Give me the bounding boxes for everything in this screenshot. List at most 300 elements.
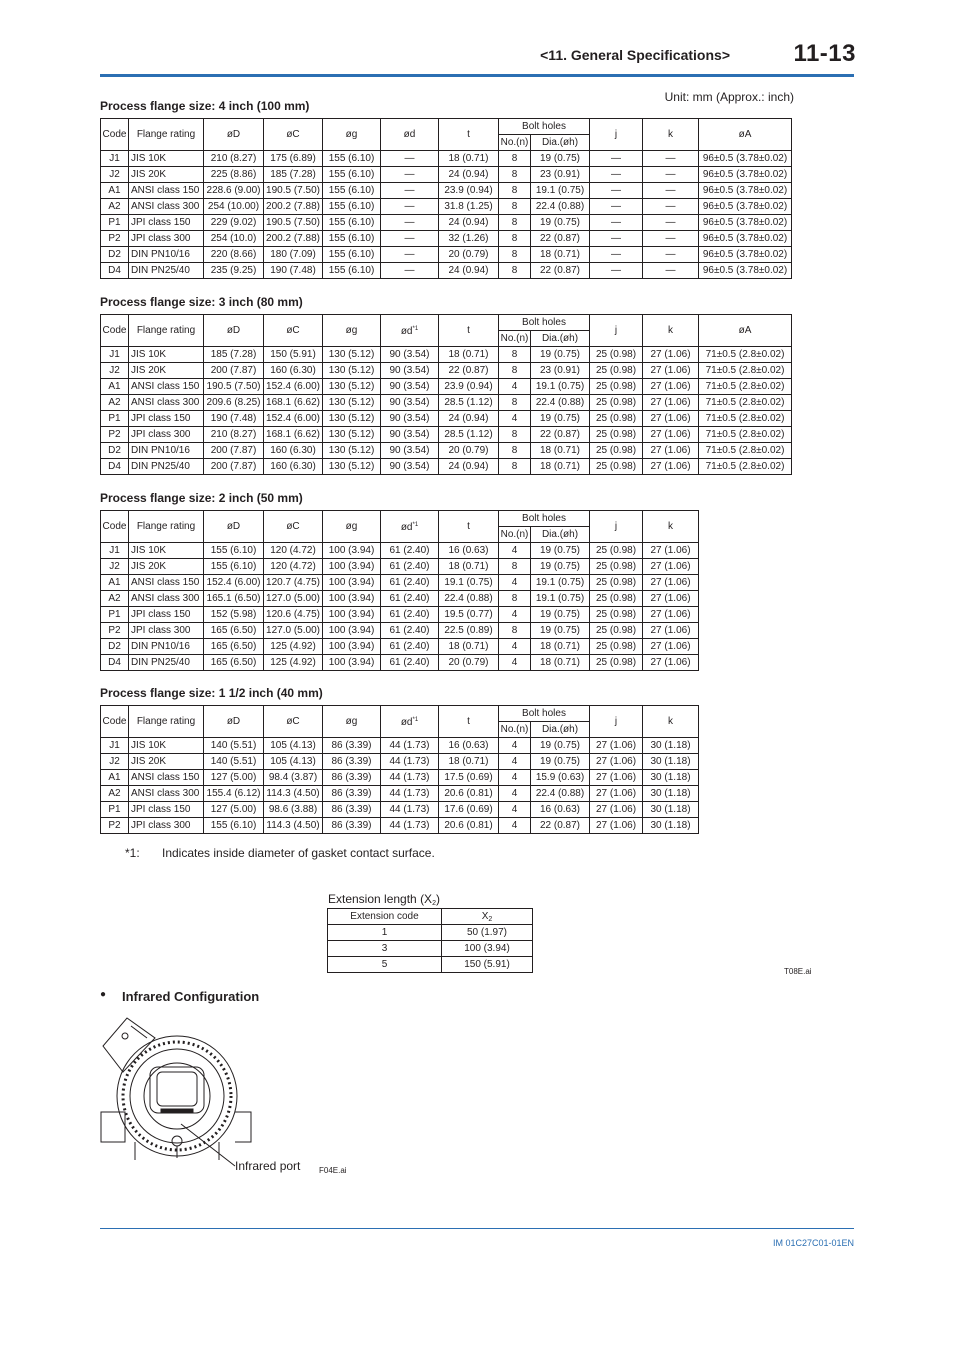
col-bolt-dia: Dia.(øh) — [531, 722, 590, 738]
table-cell: 25 (0.98) — [590, 443, 643, 459]
table-cell: 160 (6.30) — [264, 363, 323, 379]
table-cell: 165 (6.50) — [204, 623, 264, 639]
infrared-port-drawing — [95, 1012, 355, 1182]
table-cell: — — [381, 247, 439, 263]
table-cell: 96±0.5 (3.78±0.02) — [699, 263, 792, 279]
table-cell: — — [643, 199, 699, 215]
table-cell: 100 (3.94) — [323, 607, 381, 623]
col-bolt-dia: Dia.(øh) — [531, 135, 590, 151]
table-cell: 229 (9.02) — [204, 215, 264, 231]
table-cell: P1 — [101, 802, 129, 818]
table-cell: 25 (0.98) — [590, 607, 643, 623]
table-cell: 22.4 (0.88) — [439, 591, 499, 607]
footnote — [125, 846, 435, 860]
table-cell: 25 (0.98) — [590, 363, 643, 379]
col-odi: $ød^{*1}$ — [381, 511, 439, 543]
table-cell: JPI class 300 — [129, 623, 204, 639]
bullet-icon: ● — [100, 989, 107, 1000]
col-oc: øC — [264, 706, 323, 738]
col-og: øg — [323, 315, 381, 347]
figure-tag: F04E.ai — [319, 1166, 347, 1175]
table-cell: 1 — [328, 925, 442, 941]
table-cell: 27 (1.06) — [590, 818, 643, 834]
table-cell: ANSI class 300 — [129, 786, 204, 802]
table-cell: 8 — [499, 443, 531, 459]
extension-caption: Extension length $(X_2)$ — [328, 892, 440, 907]
table-cell: — — [643, 151, 699, 167]
table-cell: 22 (0.87) — [531, 427, 590, 443]
table-cell: A2 — [101, 786, 129, 802]
table-cell: 96±0.5 (3.78±0.02) — [699, 151, 792, 167]
table-cell: 30 (1.18) — [643, 754, 699, 770]
col-oc: øC — [264, 315, 323, 347]
table-cell: 120.6 (4.75) — [264, 607, 323, 623]
table-cell: A2 — [101, 199, 129, 215]
table-cell: 19 (0.75) — [531, 607, 590, 623]
table-row — [328, 957, 533, 973]
table-cell: D2 — [101, 443, 129, 459]
table-cell: 30 (1.18) — [643, 770, 699, 786]
col-t: t — [439, 511, 499, 543]
table-cell: 25 (0.98) — [590, 623, 643, 639]
col-j: j — [590, 315, 643, 347]
table-cell: 90 (3.54) — [381, 427, 439, 443]
col-odi: ød — [381, 119, 439, 151]
table-cell: 98.6 (3.88) — [264, 802, 323, 818]
table-cell: P1 — [101, 607, 129, 623]
table-row — [101, 199, 792, 215]
table-cell: 155 (6.10) — [204, 818, 264, 834]
table-cell: 22.5 (0.89) — [439, 623, 499, 639]
table-cell: 27 (1.06) — [643, 623, 699, 639]
table-cell: 20.6 (0.81) — [439, 818, 499, 834]
table-cell: 61 (2.40) — [381, 655, 439, 671]
table-title-2inch: Process flange size: 2 inch (50 mm) — [100, 491, 303, 505]
table-cell: P1 — [101, 215, 129, 231]
table-cell: JIS 20K — [129, 363, 204, 379]
table-row — [101, 639, 699, 655]
col-bolt-no: No.(n) — [499, 722, 531, 738]
table-cell: — — [590, 199, 643, 215]
table-cell: P1 — [101, 411, 129, 427]
table-cell: 22.4 (0.88) — [531, 786, 590, 802]
table-cell: 4 — [499, 575, 531, 591]
flange-table-2inch — [100, 510, 699, 671]
table-cell: 18 (0.71) — [439, 559, 499, 575]
table-cell: 5 — [328, 957, 442, 973]
table-cell: 4 — [499, 607, 531, 623]
table-cell: 86 (3.39) — [323, 786, 381, 802]
table-cell: 125 (4.92) — [264, 655, 323, 671]
page-number: 11-13 — [793, 40, 856, 67]
table-cell: 8 — [499, 215, 531, 231]
table-cell: 152.4 (6.00) — [264, 411, 323, 427]
col-bolt-no: No.(n) — [499, 331, 531, 347]
table-cell: 225 (8.86) — [204, 167, 264, 183]
table-cell: 61 (2.40) — [381, 543, 439, 559]
table-cell: J1 — [101, 543, 129, 559]
table-cell: J2 — [101, 754, 129, 770]
table-cell: 125 (4.92) — [264, 639, 323, 655]
table-cell: 44 (1.73) — [381, 770, 439, 786]
table-cell: 71±0.5 (2.8±0.02) — [699, 379, 792, 395]
table-cell: 25 (0.98) — [590, 655, 643, 671]
table-cell: 25 (0.98) — [590, 411, 643, 427]
table-cell: JIS 10K — [129, 347, 204, 363]
table-row — [101, 738, 699, 754]
table-cell: 105 (4.13) — [264, 754, 323, 770]
table-cell: ANSI class 300 — [129, 199, 204, 215]
col-bolt-holes: Bolt holes — [499, 706, 590, 722]
table-cell: 165 (6.50) — [204, 639, 264, 655]
table-cell: — — [643, 183, 699, 199]
table-cell: 27 (1.06) — [643, 459, 699, 475]
table-row — [101, 818, 699, 834]
table-cell: 28.5 (1.12) — [439, 395, 499, 411]
table-cell: 27 (1.06) — [643, 411, 699, 427]
table-cell: 71±0.5 (2.8±0.02) — [699, 395, 792, 411]
table-cell: 130 (5.12) — [323, 363, 381, 379]
table-cell: 254 (10.00) — [204, 199, 264, 215]
table-cell: 19 (0.75) — [531, 738, 590, 754]
col-og: øg — [323, 511, 381, 543]
table-cell: JPI class 150 — [129, 607, 204, 623]
table-cell: 100 (3.94) — [323, 559, 381, 575]
table-cell: 90 (3.54) — [381, 443, 439, 459]
table-cell: 19 (0.75) — [531, 623, 590, 639]
table-cell: 155 (6.10) — [323, 199, 381, 215]
table-cell: — — [381, 183, 439, 199]
table-cell: 31.8 (1.25) — [439, 199, 499, 215]
table-cell: 120 (4.72) — [264, 543, 323, 559]
table-cell: 165.1 (6.50) — [204, 591, 264, 607]
table-cell: 27 (1.06) — [643, 575, 699, 591]
table-cell: 23.9 (0.94) — [439, 183, 499, 199]
table-cell: — — [381, 215, 439, 231]
table-cell: 127 (5.00) — [204, 802, 264, 818]
table-cell: — — [643, 263, 699, 279]
table-cell: JPI class 300 — [129, 818, 204, 834]
table-cell: 180 (7.09) — [264, 247, 323, 263]
table-cell: — — [590, 183, 643, 199]
col-bolt-dia: Dia.(øh) — [531, 527, 590, 543]
table-cell: 23 (0.91) — [531, 363, 590, 379]
table-row — [101, 623, 699, 639]
table-cell: JIS 20K — [129, 754, 204, 770]
table-cell: 96±0.5 (3.78±0.02) — [699, 199, 792, 215]
flange-table-1-5inch — [100, 705, 699, 834]
table-cell: 120.7 (4.75) — [264, 575, 323, 591]
table-cell: — — [381, 263, 439, 279]
table-cell: 25 (0.98) — [590, 347, 643, 363]
table-cell: 155 (6.10) — [204, 559, 264, 575]
table-cell: 96±0.5 (3.78±0.02) — [699, 183, 792, 199]
table-cell: 190 (7.48) — [204, 411, 264, 427]
infrared-port-label: Infrared port — [235, 1159, 301, 1173]
table-cell: 19 (0.75) — [531, 411, 590, 427]
table-cell: 90 (3.54) — [381, 411, 439, 427]
table-cell: 130 (5.12) — [323, 443, 381, 459]
table-cell: 22.4 (0.88) — [531, 395, 590, 411]
table-cell: 25 (0.98) — [590, 379, 643, 395]
table-cell: A2 — [101, 395, 129, 411]
header-rule — [100, 74, 854, 77]
table-cell: 86 (3.39) — [323, 754, 381, 770]
table-cell: ANSI class 150 — [129, 575, 204, 591]
document-id: IM 01C27C01-01EN — [772, 1238, 854, 1248]
table-cell: J1 — [101, 347, 129, 363]
table-cell: 130 (5.12) — [323, 379, 381, 395]
table-row — [101, 347, 792, 363]
table-cell: 98.4 (3.87) — [264, 770, 323, 786]
table-cell: 155 (6.10) — [204, 543, 264, 559]
table-row — [101, 543, 699, 559]
table-cell: 200 (7.87) — [204, 363, 264, 379]
table-row — [101, 655, 699, 671]
col-og: øg — [323, 706, 381, 738]
table-cell: 4 — [499, 543, 531, 559]
table-cell: — — [643, 167, 699, 183]
table-cell: 24 (0.94) — [439, 411, 499, 427]
table-cell: 44 (1.73) — [381, 802, 439, 818]
table-cell: 30 (1.18) — [643, 786, 699, 802]
table-cell: 200.2 (7.88) — [264, 231, 323, 247]
table-cell: — — [643, 247, 699, 263]
infrared-title: Infrared Configuration — [122, 989, 260, 1004]
table-row — [328, 941, 533, 957]
table-cell: DIN PN10/16 — [129, 247, 204, 263]
table-cell: 27 (1.06) — [643, 363, 699, 379]
table-cell: 185 (7.28) — [204, 347, 264, 363]
table-cell: 130 (5.12) — [323, 347, 381, 363]
table-row — [101, 395, 792, 411]
table-cell: 96±0.5 (3.78±0.02) — [699, 167, 792, 183]
table-cell: 86 (3.39) — [323, 802, 381, 818]
table-cell: P2 — [101, 427, 129, 443]
col-k: k — [643, 119, 699, 151]
table-cell: J1 — [101, 738, 129, 754]
table-cell: 127.0 (5.00) — [264, 591, 323, 607]
table-cell: 8 — [499, 459, 531, 475]
table-cell: 28.5 (1.12) — [439, 427, 499, 443]
table-cell: A1 — [101, 770, 129, 786]
table-cell: 27 (1.06) — [643, 591, 699, 607]
table-cell: 19.1 (0.75) — [531, 183, 590, 199]
table-cell: 127 (5.00) — [204, 770, 264, 786]
table-cell: 24 (0.94) — [439, 167, 499, 183]
table-cell: 165 (6.50) — [204, 655, 264, 671]
col-og: øg — [323, 119, 381, 151]
table-cell: 100 (3.94) — [323, 655, 381, 671]
table-cell: DIN PN25/40 — [129, 655, 204, 671]
table-cell: ANSI class 300 — [129, 395, 204, 411]
table-cell: 20 (0.79) — [439, 247, 499, 263]
table-cell: 44 (1.73) — [381, 786, 439, 802]
table-row — [328, 925, 533, 941]
table-cell: 30 (1.18) — [643, 802, 699, 818]
col-j: j — [590, 511, 643, 543]
table-cell: J2 — [101, 363, 129, 379]
table-cell: 22 (0.87) — [531, 231, 590, 247]
table-cell: 114.3 (4.50) — [264, 786, 323, 802]
table-cell: 19.1 (0.75) — [531, 575, 590, 591]
table-cell: — — [590, 215, 643, 231]
table-cell: 27 (1.06) — [643, 347, 699, 363]
table-row — [101, 443, 792, 459]
table-cell: 4 — [499, 786, 531, 802]
table-cell: 235 (9.25) — [204, 263, 264, 279]
table-cell: J2 — [101, 167, 129, 183]
table-cell: 8 — [499, 559, 531, 575]
table-cell: 61 (2.40) — [381, 639, 439, 655]
table-cell: 4 — [499, 802, 531, 818]
table-row — [101, 231, 792, 247]
col-t: t — [439, 119, 499, 151]
table-cell: 8 — [499, 395, 531, 411]
table-cell: 100 (3.94) — [323, 623, 381, 639]
flange-table-4inch — [100, 118, 792, 279]
table-cell: 20.6 (0.81) — [439, 786, 499, 802]
table-cell: — — [590, 263, 643, 279]
table-cell: 130 (5.12) — [323, 395, 381, 411]
table-cell: 86 (3.39) — [323, 738, 381, 754]
table-cell: ANSI class 150 — [129, 379, 204, 395]
table-cell: DIN PN10/16 — [129, 443, 204, 459]
table-cell: 19 (0.75) — [531, 215, 590, 231]
table-tag: T08E.ai — [784, 967, 812, 976]
table-cell: DIN PN25/40 — [129, 459, 204, 475]
col-j: j — [590, 119, 643, 151]
table-cell: A1 — [101, 183, 129, 199]
table-row — [101, 591, 699, 607]
table-cell: 155 (6.10) — [323, 167, 381, 183]
table-cell: 19.5 (0.77) — [439, 607, 499, 623]
table-cell: JPI class 150 — [129, 215, 204, 231]
col-t: t — [439, 706, 499, 738]
table-cell: 100 (3.94) — [323, 639, 381, 655]
table-cell: — — [381, 199, 439, 215]
table-cell: 32 (1.26) — [439, 231, 499, 247]
table-cell: 4 — [499, 379, 531, 395]
table-cell: — — [643, 215, 699, 231]
col-oa: øA — [699, 315, 792, 347]
col-bolt-no: No.(n) — [499, 135, 531, 151]
table-cell: 210 (8.27) — [204, 151, 264, 167]
table-cell: 140 (5.51) — [204, 738, 264, 754]
col-bolt-no: No.(n) — [499, 527, 531, 543]
table-row — [101, 575, 699, 591]
table-cell: P2 — [101, 623, 129, 639]
table-cell: 155 (6.10) — [323, 247, 381, 263]
table-title-1-5inch: Process flange size: 1 1/2 inch (40 mm) — [100, 686, 323, 700]
table-row — [101, 247, 792, 263]
table-cell: 96±0.5 (3.78±0.02) — [699, 231, 792, 247]
table-cell: 8 — [499, 591, 531, 607]
table-cell: 71±0.5 (2.8±0.02) — [699, 459, 792, 475]
table-cell: 71±0.5 (2.8±0.02) — [699, 411, 792, 427]
col-oc: øC — [264, 119, 323, 151]
table-cell: ANSI class 150 — [129, 770, 204, 786]
table-cell: 19 (0.75) — [531, 543, 590, 559]
table-cell: 27 (1.06) — [590, 802, 643, 818]
table-cell: A1 — [101, 575, 129, 591]
table-cell: 19.1 (0.75) — [439, 575, 499, 591]
table-cell: 22 (0.87) — [439, 363, 499, 379]
table-cell: 8 — [499, 231, 531, 247]
table-cell: 8 — [499, 151, 531, 167]
table-cell: 27 (1.06) — [643, 379, 699, 395]
table-cell: 44 (1.73) — [381, 754, 439, 770]
table-cell: 17.6 (0.69) — [439, 802, 499, 818]
table-cell: 114.3 (4.50) — [264, 818, 323, 834]
table-cell: A1 — [101, 379, 129, 395]
table-cell: 100 (3.94) — [323, 575, 381, 591]
table-cell: 155 (6.10) — [323, 151, 381, 167]
table-cell: 25 (0.98) — [590, 575, 643, 591]
table-cell: 150 (5.91) — [264, 347, 323, 363]
table-cell: 61 (2.40) — [381, 623, 439, 639]
table-cell: 140 (5.51) — [204, 754, 264, 770]
table-cell: 4 — [499, 639, 531, 655]
table-title-4inch: Process flange size: 4 inch (100 mm) — [100, 99, 310, 113]
table-cell: 209.6 (8.25) — [204, 395, 264, 411]
table-cell: 190 (7.48) — [264, 263, 323, 279]
col-od: øD — [204, 706, 264, 738]
table-cell: 220 (8.66) — [204, 247, 264, 263]
table-cell: 3 — [328, 941, 442, 957]
table-row — [101, 786, 699, 802]
table-title-3inch: Process flange size: 3 inch (80 mm) — [100, 295, 303, 309]
table-cell: 24 (0.94) — [439, 459, 499, 475]
table-cell: D4 — [101, 655, 129, 671]
table-cell: 24 (0.94) — [439, 263, 499, 279]
table-cell: — — [590, 151, 643, 167]
table-cell: 25 (0.98) — [590, 559, 643, 575]
table-cell: — — [643, 231, 699, 247]
table-cell: 18 (0.71) — [439, 347, 499, 363]
col-k: k — [643, 511, 699, 543]
table-cell: 175 (6.89) — [264, 151, 323, 167]
table-cell: 8 — [499, 199, 531, 215]
table-cell: 127.0 (5.00) — [264, 623, 323, 639]
col-flange-rating: Flange rating — [129, 315, 204, 347]
table-cell: JPI class 150 — [129, 411, 204, 427]
table-cell: 23 (0.91) — [531, 167, 590, 183]
table-row — [101, 802, 699, 818]
table-cell: 71±0.5 (2.8±0.02) — [699, 443, 792, 459]
col-oc: øC — [264, 511, 323, 543]
table-cell: 27 (1.06) — [590, 754, 643, 770]
table-cell: 4 — [499, 738, 531, 754]
col-bolt-holes: Bolt holes — [499, 119, 590, 135]
table-cell: 25 (0.98) — [590, 591, 643, 607]
table-cell: 8 — [499, 167, 531, 183]
table-cell: — — [590, 231, 643, 247]
table-cell: 130 (5.12) — [323, 411, 381, 427]
table-cell: 8 — [499, 363, 531, 379]
table-cell: 19 (0.75) — [531, 347, 590, 363]
table-cell: ANSI class 300 — [129, 591, 204, 607]
footnote-text: Indicates inside diameter of gasket contact surface. — [162, 846, 435, 860]
col-od: øD — [204, 315, 264, 347]
table-cell: 71±0.5 (2.8±0.02) — [699, 427, 792, 443]
table-cell: 86 (3.39) — [323, 818, 381, 834]
table-cell: 27 (1.06) — [643, 427, 699, 443]
table-cell: 4 — [499, 754, 531, 770]
table-cell: 19 (0.75) — [531, 151, 590, 167]
table-cell: 27 (1.06) — [643, 559, 699, 575]
table-cell: 155 (6.10) — [323, 231, 381, 247]
